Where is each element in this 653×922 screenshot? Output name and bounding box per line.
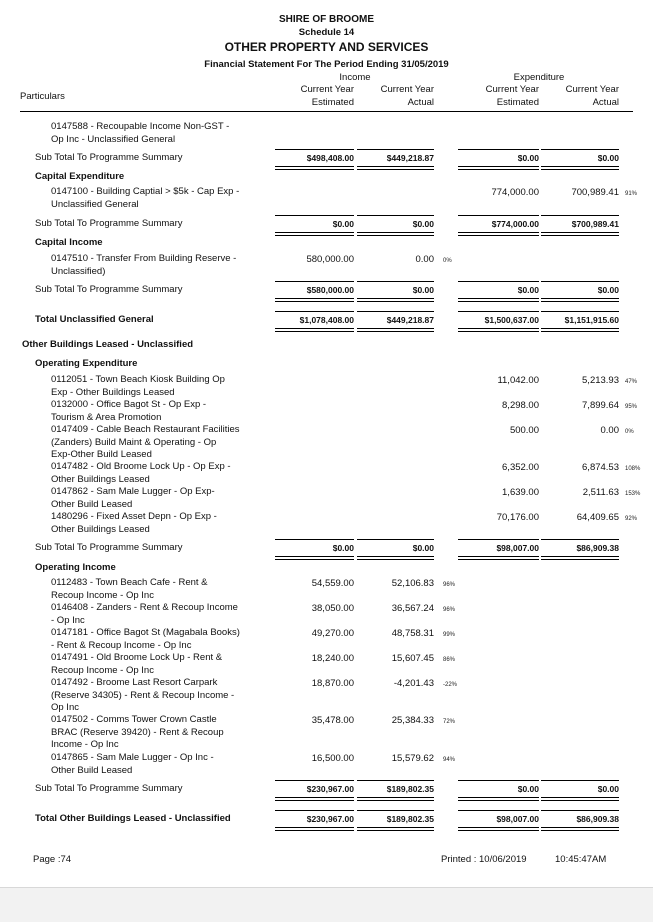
amount-inc-act: 48,758.31	[391, 628, 434, 639]
account-description: Other Buildings Leased	[51, 473, 150, 485]
amount-exp-est: $0.00	[517, 153, 539, 163]
variance-percent: 96%	[443, 582, 456, 588]
total-rule-double	[541, 556, 619, 560]
account-description: Tourism & Area Promotion	[51, 411, 162, 423]
col-exp-act-line1: Current Year	[565, 84, 619, 95]
total-rule-double	[541, 328, 619, 332]
total-rule-top	[275, 780, 354, 781]
total-rule-top	[458, 215, 539, 216]
account-description: Unclassified General	[51, 198, 139, 210]
total-rule-top	[458, 539, 539, 540]
amount-inc-est: $0.00	[332, 543, 354, 553]
total-label: Total Other Buildings Leased - Unclassified	[35, 813, 231, 824]
col-inc-est-line2: Estimated	[311, 97, 354, 108]
total-rule-double	[458, 797, 539, 801]
amount-inc-act: 36,567.24	[391, 603, 434, 614]
total-rule-double	[458, 827, 539, 831]
account-description: 0147181 - Office Bagot St (Magabala Books)	[51, 627, 240, 638]
total-rule-top	[458, 311, 539, 312]
amount-inc-est: $580,000.00	[306, 285, 354, 295]
account-description: Op Inc - Unclassified General	[51, 133, 176, 145]
col-inc-est-line1: Current Year	[300, 84, 354, 95]
col-exp-act-line2: Actual	[592, 97, 619, 108]
variance-percent: 99%	[443, 632, 456, 638]
amount-exp-est: $1,500,637.00	[484, 315, 539, 325]
account-description: 0147100 - Building Captial > $5k - Cap Exp -	[51, 186, 240, 197]
subtotal-label: Sub Total To Programme Summary	[35, 284, 183, 295]
variance-percent: 0%	[443, 258, 452, 264]
total-rule-top	[357, 810, 434, 811]
amount-exp-act: 0.00	[600, 425, 619, 436]
total-label: Total Unclassified General	[35, 314, 154, 325]
total-rule-double	[357, 166, 434, 170]
amount-inc-act: 0.00	[415, 254, 434, 265]
total-rule-double	[541, 232, 619, 236]
income-group-label: Income	[339, 72, 371, 83]
total-rule-top	[458, 780, 539, 781]
total-rule-top	[458, 281, 539, 282]
account-description: (Zanders) Build Maint & Operating - Op	[51, 436, 217, 448]
page-number: Page :74	[33, 854, 72, 865]
amount-exp-act: $86,909.38	[576, 814, 619, 824]
account-description: 0147865 - Sam Male Lugger - Op Inc -	[51, 752, 214, 763]
total-rule-double	[541, 797, 619, 801]
section-heading: Operating Income	[35, 562, 116, 573]
total-rule-double	[541, 166, 619, 170]
account-description: 0147409 - Cable Beach Restaurant Facilities	[51, 424, 240, 435]
total-rule-top	[357, 539, 434, 540]
subtotal-label: Sub Total To Programme Summary	[35, 542, 183, 553]
account-description: 0147492 - Broome Last Resort Carpark	[51, 677, 218, 688]
col-inc-act-line2: Actual	[407, 97, 434, 108]
variance-percent: 96%	[443, 607, 456, 613]
account-description: Unclassified)	[51, 265, 106, 277]
expenditure-group-label: Expenditure	[513, 72, 565, 83]
total-rule-double	[275, 797, 354, 801]
amount-inc-act: 15,607.45	[391, 653, 434, 664]
total-rule-double	[458, 556, 539, 560]
report-title: OTHER PROPERTY AND SERVICES	[224, 40, 429, 54]
total-rule-double	[458, 232, 539, 236]
amount-inc-act: 52,106.83	[391, 578, 434, 589]
variance-percent: 95%	[625, 404, 638, 410]
total-rule-top	[357, 281, 434, 282]
amount-exp-act: 5,213.93	[582, 375, 619, 386]
section-heading: Capital Income	[35, 237, 103, 248]
total-rule-top	[541, 281, 619, 282]
section-heading: Capital Expenditure	[35, 171, 125, 182]
account-description: 0132000 - Office Bagot St - Op Exp -	[51, 399, 207, 410]
schedule-label: Schedule 14	[298, 27, 355, 38]
variance-percent: 47%	[625, 379, 638, 385]
amount-exp-act: $0.00	[597, 153, 619, 163]
amount-inc-act: 15,579.62	[391, 753, 434, 764]
col-exp-est-line2: Estimated	[496, 97, 539, 108]
amount-inc-act: $189,802.35	[386, 784, 434, 794]
account-description: Other Buildings Leased	[51, 523, 150, 535]
header-rule	[20, 111, 633, 112]
account-description: Op Inc	[51, 702, 79, 713]
account-description: Other Build Leased	[51, 764, 133, 776]
account-description: 0112051 - Town Beach Kiosk Building Op	[51, 374, 225, 385]
total-rule-double	[541, 827, 619, 831]
variance-percent: 92%	[625, 516, 638, 522]
amount-inc-est: 54,559.00	[311, 578, 354, 589]
amount-exp-act: 64,409.65	[576, 512, 619, 523]
account-description: 1480296 - Fixed Asset Depn - Op Exp -	[51, 511, 217, 522]
amount-exp-est: $0.00	[517, 285, 539, 295]
page-bottom-bar	[0, 887, 653, 922]
amount-exp-act: 6,874.53	[582, 462, 619, 473]
amount-exp-act: 2,511.63	[582, 487, 619, 498]
amount-exp-act: 700,989.41	[571, 187, 619, 198]
org-name: SHIRE OF BROOME	[278, 14, 374, 25]
section-heading: Operating Expenditure	[35, 358, 138, 369]
amount-inc-act: $0.00	[412, 285, 434, 295]
total-rule-double	[275, 166, 354, 170]
variance-percent: -22%	[443, 682, 458, 688]
amount-exp-act: $0.00	[597, 784, 619, 794]
account-description: 0147862 - Sam Male Lugger - Op Exp-	[51, 486, 215, 497]
subtotal-label: Sub Total To Programme Summary	[35, 152, 183, 163]
total-rule-top	[357, 311, 434, 312]
amount-inc-est: 49,270.00	[311, 628, 354, 639]
total-rule-double	[275, 232, 354, 236]
amount-inc-act: $189,802.35	[386, 814, 434, 824]
amount-inc-est: 18,240.00	[311, 653, 354, 664]
variance-percent: 153%	[625, 491, 641, 497]
amount-exp-est: 6,352.00	[502, 462, 539, 473]
amount-exp-est: 11,042.00	[497, 375, 539, 386]
total-rule-top	[275, 281, 354, 282]
account-description: (Reserve 34305) - Rent & Recoup Income -	[51, 689, 235, 701]
amount-inc-est: $230,967.00	[306, 814, 354, 824]
account-description: 0147491 - Old Broome Lock Up - Rent &	[51, 652, 223, 663]
subtotal-label: Sub Total To Programme Summary	[35, 218, 183, 229]
amount-exp-act: $700,989.41	[571, 219, 619, 229]
total-rule-top	[275, 215, 354, 216]
amount-inc-est: $498,408.00	[306, 153, 354, 163]
amount-inc-act: $0.00	[412, 219, 434, 229]
printed-time: 10:45:47AM	[555, 854, 607, 865]
total-rule-top	[458, 810, 539, 811]
total-rule-double	[275, 827, 354, 831]
total-rule-top	[357, 149, 434, 150]
amount-inc-est: $230,967.00	[306, 784, 354, 794]
total-rule-top	[541, 810, 619, 811]
amount-exp-est: 500.00	[509, 425, 539, 436]
amount-inc-est: 35,478.00	[311, 715, 354, 726]
total-rule-double	[357, 556, 434, 560]
amount-inc-act: 25,384.33	[391, 715, 434, 726]
total-rule-top	[541, 215, 619, 216]
amount-exp-act: 7,899.64	[582, 400, 619, 411]
total-rule-top	[541, 780, 619, 781]
account-description: Income - Op Inc	[51, 739, 119, 750]
total-rule-double	[357, 797, 434, 801]
variance-percent: 72%	[443, 719, 456, 725]
total-rule-double	[275, 328, 354, 332]
total-rule-top	[541, 539, 619, 540]
account-description: Exp - Other Buildings Leased	[51, 386, 175, 398]
amount-inc-est: $1,078,408.00	[299, 315, 354, 325]
amount-exp-est: $774,000.00	[491, 219, 539, 229]
variance-percent: 0%	[625, 429, 634, 435]
amount-inc-est: 38,050.00	[311, 603, 354, 614]
variance-percent: 94%	[443, 757, 456, 763]
total-rule-top	[275, 539, 354, 540]
total-rule-top	[275, 311, 354, 312]
amount-exp-est: $0.00	[517, 784, 539, 794]
col-exp-est-line1: Current Year	[485, 84, 539, 95]
total-rule-top	[541, 311, 619, 312]
amount-exp-est: 774,000.00	[491, 187, 539, 198]
total-rule-top	[357, 780, 434, 781]
total-rule-double	[357, 328, 434, 332]
account-description: - Rent & Recoup Income - Op Inc	[51, 639, 192, 651]
amount-exp-act: $86,909.38	[576, 543, 619, 553]
amount-exp-est: 8,298.00	[502, 400, 539, 411]
account-description: 0112483 - Town Beach Cafe - Rent &	[51, 577, 208, 588]
total-rule-top	[275, 149, 354, 150]
amount-exp-act: $1,151,915.60	[564, 315, 619, 325]
account-description: 0147510 - Transfer From Building Reserve -	[51, 253, 237, 264]
total-rule-double	[458, 328, 539, 332]
report-subtitle: Financial Statement For The Period Ending 31/05/2019	[204, 59, 449, 70]
account-description: Recoup Income - Op Inc	[51, 664, 154, 676]
total-rule-double	[275, 556, 354, 560]
total-rule-double	[275, 298, 354, 302]
total-rule-double	[541, 298, 619, 302]
amount-inc-act: -4,201.43	[393, 678, 434, 689]
account-description: 0146408 - Zanders - Rent & Recoup Income	[51, 602, 238, 613]
printed-date: Printed : 10/06/2019	[441, 854, 527, 865]
amount-exp-est: 1,639.00	[502, 487, 539, 498]
col-inc-act-line1: Current Year	[380, 84, 434, 95]
variance-percent: 91%	[625, 191, 638, 197]
account-description: - Op Inc	[51, 614, 85, 626]
amount-exp-act: $0.00	[597, 285, 619, 295]
total-rule-top	[357, 215, 434, 216]
account-description: Recoup Income - Op Inc	[51, 589, 154, 601]
subtotal-label: Sub Total To Programme Summary	[35, 783, 183, 794]
total-rule-double	[357, 298, 434, 302]
amount-inc-act: $0.00	[412, 543, 434, 553]
account-description: BRAC (Reserve 39420) - Rent & Recoup	[51, 726, 224, 738]
total-rule-top	[458, 149, 539, 150]
amount-inc-est: $0.00	[332, 219, 354, 229]
total-rule-double	[357, 827, 434, 831]
amount-inc-est: 16,500.00	[311, 753, 354, 764]
total-rule-top	[541, 149, 619, 150]
amount-inc-est: 18,870.00	[311, 678, 354, 689]
variance-percent: 86%	[443, 657, 456, 663]
particulars-header: Particulars	[20, 91, 65, 102]
amount-inc-est: 580,000.00	[306, 254, 354, 265]
total-rule-double	[458, 166, 539, 170]
account-description: Exp-Other Build Leased	[51, 449, 152, 460]
account-description: 0147502 - Comms Tower Crown Castle	[51, 714, 217, 725]
amount-exp-est: $98,007.00	[496, 543, 539, 553]
variance-percent: 108%	[625, 466, 641, 472]
account-description: 0147482 - Old Broome Lock Up - Op Exp -	[51, 461, 231, 472]
total-rule-double	[357, 232, 434, 236]
account-description: 0147588 - Recoupable Income Non-GST -	[51, 121, 230, 132]
amount-exp-est: 70,176.00	[496, 512, 539, 523]
amount-inc-act: $449,218.87	[386, 153, 434, 163]
account-description: Other Build Leased	[51, 498, 133, 510]
amount-inc-act: $449,218.87	[386, 315, 434, 325]
section-heading: Other Buildings Leased - Unclassified	[22, 339, 194, 350]
amount-exp-est: $98,007.00	[496, 814, 539, 824]
total-rule-double	[458, 298, 539, 302]
total-rule-top	[275, 810, 354, 811]
